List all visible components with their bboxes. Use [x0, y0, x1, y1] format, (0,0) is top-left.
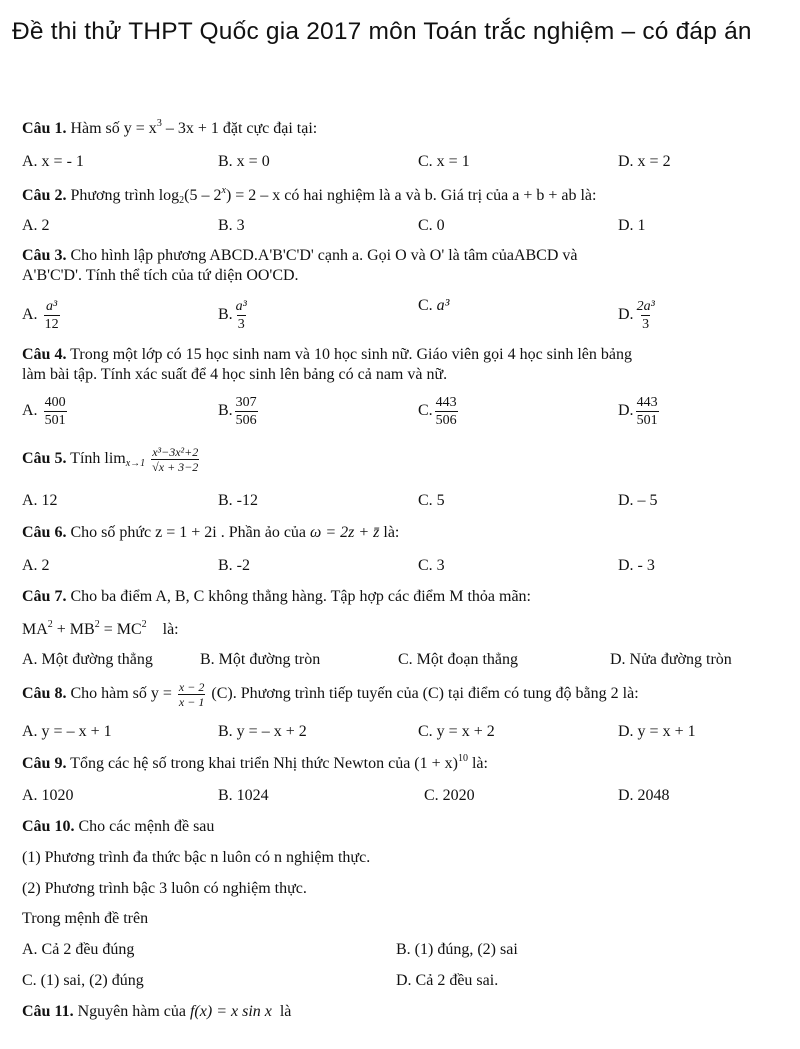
- denominator-rest: −2: [184, 460, 199, 474]
- numerator: x³−3x²+2: [152, 445, 199, 459]
- question-9: [22, 755, 488, 773]
- question-stem: Tính lim: [66, 450, 126, 468]
- numerator: 2a³: [636, 299, 655, 314]
- question-3: [22, 246, 762, 286]
- option-d[interactable]: D. 1: [618, 217, 646, 234]
- fraction: [636, 298, 656, 333]
- question-stem: Tổng các hệ số trong khai triển Nhị thức Newton của (1 + x): [66, 755, 458, 772]
- question-stem: A'B'C'D'. Tính thể tích của tứ diện OO'CD.: [22, 267, 299, 284]
- question-8: [22, 680, 639, 709]
- denominator: 3: [642, 317, 650, 332]
- option-c[interactable]: [418, 394, 460, 429]
- question-label: Câu 11.: [22, 1003, 74, 1020]
- question-stem: Cho các mệnh đề sau: [74, 818, 215, 835]
- question-stem: có hai nghiệm là a và b. Giá trị của a + b + ab là:: [280, 187, 597, 204]
- option-b[interactable]: B. x = 0: [218, 153, 270, 170]
- superscript: 2: [94, 619, 100, 630]
- option-c[interactable]: C. 0: [418, 217, 445, 234]
- option-prefix: A.: [22, 402, 42, 420]
- option-b[interactable]: B. 1024: [218, 787, 269, 804]
- question-label: Câu 8.: [22, 685, 67, 703]
- option-a[interactable]: A. x = - 1: [22, 153, 84, 170]
- fraction: [44, 394, 67, 429]
- option-d[interactable]: [618, 298, 658, 333]
- option-prefix: A.: [22, 306, 42, 324]
- option-d[interactable]: D. y = x + 1: [618, 723, 696, 740]
- question-math: f(x) = x sin x: [189, 1003, 272, 1020]
- question-math: (5 – 2: [184, 187, 222, 204]
- statement-1: (1) Phương trình đa thức bậc n luôn có n nghiệm thực.: [22, 849, 371, 866]
- denominator: 501: [636, 413, 658, 428]
- question-stem: Cho ba điểm A, B, C không thẳng hàng. Tập hợp các điểm M thỏa mãn:: [66, 588, 531, 605]
- option-prefix: D.: [618, 402, 634, 420]
- option-prefix: C.: [418, 297, 437, 314]
- option-a[interactable]: A. Một đường thẳng: [22, 651, 153, 668]
- question-5: [22, 445, 201, 474]
- numerator: 443: [435, 395, 457, 410]
- option-c[interactable]: C. (1) sai, (2) đúng: [22, 972, 144, 989]
- question-stem: Cho hình lập phương ABCD.A'B'C'D' cạnh a. Gọi O và O' là tâm củaABCD và: [66, 247, 578, 264]
- question-7-equation: [22, 621, 179, 639]
- question-label: Câu 5.: [22, 450, 67, 468]
- option-d[interactable]: D. Cả 2 đều sai.: [396, 972, 499, 989]
- option-d[interactable]: D. x = 2: [618, 153, 671, 170]
- option-d[interactable]: D. – 5: [618, 492, 658, 509]
- fraction: [235, 298, 248, 333]
- option-a[interactable]: A. 12: [22, 492, 58, 509]
- question-stem: Nguyên hàm của: [73, 1003, 190, 1020]
- denominator: 501: [44, 413, 66, 428]
- option-a[interactable]: [22, 298, 62, 333]
- square-root: √x + 3: [152, 460, 185, 474]
- option-b[interactable]: B. -2: [218, 557, 250, 574]
- option-prefix: B.: [218, 306, 233, 324]
- question-4: [22, 345, 762, 385]
- question-stem: Hàm số y = x: [70, 120, 157, 137]
- superscript: 2: [141, 619, 147, 630]
- option-a[interactable]: [22, 394, 69, 429]
- question-label: Câu 10.: [22, 818, 75, 835]
- option-b[interactable]: [218, 394, 260, 429]
- equation-part: = MC: [99, 621, 142, 638]
- question-1: [22, 120, 317, 138]
- superscript: 10: [457, 753, 468, 764]
- question-7: [22, 588, 531, 606]
- option-c[interactable]: C. y = x + 2: [418, 723, 495, 740]
- denominator: 12: [44, 317, 59, 332]
- option-c[interactable]: C. Một đoạn thẳng: [398, 651, 518, 668]
- superscript: 3: [156, 118, 162, 129]
- question-2: [22, 187, 596, 205]
- superscript: 2: [47, 619, 53, 630]
- denominator: 3: [237, 317, 245, 332]
- option-b[interactable]: B. y = – x + 2: [218, 723, 307, 740]
- subscript: x→1: [125, 458, 146, 470]
- option-a[interactable]: A. 2: [22, 557, 50, 574]
- question-math: ω = 2z + z̄: [310, 524, 380, 541]
- question-stem: (C). Phương trình tiếp tuyến của (C) tại điểm có tung độ bằng 2 là:: [207, 685, 639, 703]
- statement-prompt: Trong mệnh đề trên: [22, 910, 149, 927]
- fraction: [151, 445, 199, 474]
- option-b[interactable]: [218, 298, 250, 333]
- option-prefix: D.: [618, 306, 634, 324]
- option-d[interactable]: D. Nửa đường tròn: [610, 651, 732, 668]
- question-stem: Cho hàm số y =: [66, 685, 176, 703]
- equation-part: MA: [22, 621, 48, 638]
- question-label: Câu 2.: [22, 187, 67, 204]
- fraction: [636, 394, 659, 429]
- page-title: Đề thi thử THPT Quốc gia 2017 môn Toán trắc nghiệm – có đáp án: [12, 18, 752, 45]
- option-a[interactable]: A. y = – x + 1: [22, 723, 112, 740]
- subscript: 2: [179, 195, 185, 206]
- option-a[interactable]: A. Cả 2 đều đúng: [22, 941, 135, 958]
- question-stem: làm bài tập. Tính xác suất để 4 học sinh lên bảng có cả nam và nữ.: [22, 366, 448, 383]
- question-label: Câu 6.: [22, 524, 67, 541]
- question-label: Câu 1.: [22, 120, 67, 137]
- numerator: 443: [636, 395, 658, 410]
- option-c[interactable]: C. x = 1: [418, 153, 470, 170]
- fraction: [435, 394, 458, 429]
- option-d[interactable]: [618, 394, 661, 429]
- question-label: Câu 3.: [22, 247, 67, 264]
- statement-2: (2) Phương trình bậc 3 luôn có nghiệm thực.: [22, 880, 307, 897]
- option-prefix: C.: [418, 402, 433, 420]
- option-d[interactable]: D. - 3: [618, 557, 655, 574]
- denominator: 506: [435, 413, 457, 428]
- question-stem: là: [271, 1003, 292, 1020]
- denominator: [151, 459, 199, 474]
- question-label: Câu 4.: [22, 346, 67, 363]
- question-label: Câu 9.: [22, 755, 67, 772]
- option-d[interactable]: D. 2048: [618, 787, 670, 804]
- superscript: x: [221, 185, 226, 196]
- question-stem: là:: [379, 524, 400, 541]
- equation-part: là:: [146, 621, 179, 638]
- option-c[interactable]: C. 5: [418, 492, 445, 509]
- numerator: a³: [235, 299, 247, 314]
- option-b[interactable]: B. Một đường tròn: [200, 651, 321, 668]
- question-11: [22, 1003, 291, 1021]
- question-stem: Cho số phức z = 1 + 2i . Phần ảo của: [66, 524, 311, 541]
- question-stem: Trong một lớp có 15 học sinh nam và 10 học sinh nữ. Giáo viên gọi 4 học sinh lên bảng: [66, 346, 632, 363]
- option-b[interactable]: B. 3: [218, 217, 245, 234]
- option-math: a³: [436, 297, 450, 314]
- question-stem: Phương trình log: [70, 187, 180, 204]
- numerator: 307: [235, 395, 257, 410]
- question-stem: – 3x + 1 đặt cực đại tại:: [161, 120, 318, 137]
- question-stem: là:: [467, 755, 488, 772]
- option-c[interactable]: [418, 297, 449, 315]
- equation-part: + MB: [52, 621, 95, 638]
- option-c[interactable]: C. 2020: [424, 787, 475, 804]
- numerator: 400: [44, 395, 66, 410]
- fraction: [44, 298, 60, 333]
- fraction: [235, 394, 258, 429]
- option-a[interactable]: A. 1020: [22, 787, 74, 804]
- question-10: [22, 818, 214, 836]
- option-b[interactable]: B. (1) đúng, (2) sai: [396, 941, 518, 958]
- denominator: 506: [235, 413, 257, 428]
- numerator: x − 2: [178, 680, 205, 694]
- option-prefix: B.: [218, 402, 233, 420]
- question-math: ) = 2 – x: [225, 187, 281, 204]
- fraction: [178, 680, 205, 709]
- question-label: Câu 7.: [22, 588, 67, 605]
- numerator: a³: [45, 299, 58, 314]
- denominator: x − 1: [178, 695, 205, 709]
- question-6: [22, 524, 399, 542]
- option-c[interactable]: C. 3: [418, 557, 445, 574]
- option-b[interactable]: B. -12: [218, 492, 258, 509]
- option-a[interactable]: A. 2: [22, 217, 50, 234]
